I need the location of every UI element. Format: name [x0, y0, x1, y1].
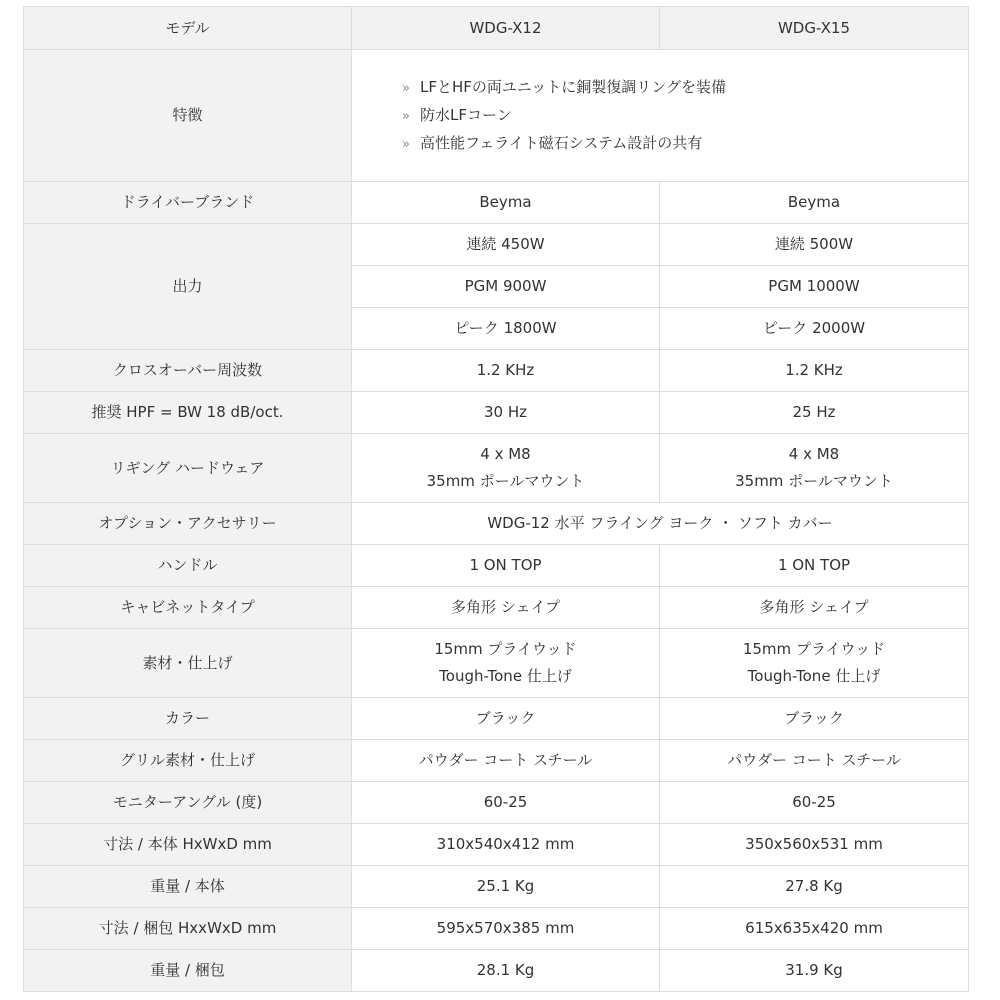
grille-b: パウダー コート スチール: [660, 740, 969, 782]
table-row: [24, 782, 969, 824]
row-label-material: 素材・仕上げ: [24, 629, 352, 698]
rigging-b-line2: 35mm ポールマウント: [735, 472, 893, 490]
row-label-dims-pack: 寸法 / 梱包 HxxWxD mm: [24, 908, 352, 950]
chevron-double-right-icon: »: [402, 136, 410, 152]
power-pgm-a: PGM 900W: [352, 266, 660, 308]
feature-text: 高性能フェライト磁石システム設計の共有: [420, 133, 703, 152]
crossover-a: 1.2 KHz: [352, 350, 660, 392]
table-row: [24, 224, 969, 266]
header-model-a: WDG-X12: [352, 7, 660, 50]
table-row: [24, 350, 969, 392]
weight-body-a: 25.1 Kg: [352, 866, 660, 908]
monitor-a: 60-25: [352, 782, 660, 824]
material-a-line2: Tough-Tone 仕上げ: [439, 667, 572, 685]
rigging-a: [352, 434, 660, 503]
material-b-line1: 15mm プライウッド: [742, 640, 886, 658]
row-label-color: カラー: [24, 698, 352, 740]
feature-text: 防水LFコーン: [420, 105, 512, 124]
row-label-weight-body: 重量 / 本体: [24, 866, 352, 908]
row-label-monitor: モニターアングル (度): [24, 782, 352, 824]
chevron-double-right-icon: »: [402, 108, 410, 124]
power-continuous-b: 連続 500W: [660, 224, 969, 266]
row-label-driver: ドライバーブランド: [24, 182, 352, 224]
dims-pack-a: 595x570x385 mm: [352, 908, 660, 950]
power-peak-b: ピーク 2000W: [660, 308, 969, 350]
spec-table: [23, 6, 969, 992]
row-label-rigging: リギング ハードウェア: [24, 434, 352, 503]
header-label: モデル: [24, 7, 352, 50]
power-pgm-b: PGM 1000W: [660, 266, 969, 308]
features-list: [358, 74, 962, 158]
weight-body-b: 27.8 Kg: [660, 866, 969, 908]
driver-a: Beyma: [352, 182, 660, 224]
header-model-b: WDG-X15: [660, 7, 969, 50]
cabinet-a: 多角形 シェイプ: [352, 587, 660, 629]
row-label-dims-body: 寸法 / 本体 HxWxD mm: [24, 824, 352, 866]
handle-b: 1 ON TOP: [660, 545, 969, 587]
row-label-hpf: 推奨 HPF = BW 18 dB/oct.: [24, 392, 352, 434]
row-label-grille: グリル素材・仕上げ: [24, 740, 352, 782]
feature-text: LFとHFの両ユニットに銅製復調リングを装備: [420, 77, 726, 96]
color-b: ブラック: [660, 698, 969, 740]
list-item: [402, 102, 962, 130]
dims-body-b: 350x560x531 mm: [660, 824, 969, 866]
chevron-double-right-icon: »: [402, 80, 410, 96]
features-cell: [352, 50, 969, 182]
crossover-b: 1.2 KHz: [660, 350, 969, 392]
material-b-line2: Tough-Tone 仕上げ: [747, 667, 881, 685]
cabinet-b: 多角形 シェイプ: [660, 587, 969, 629]
table-row: [24, 698, 969, 740]
table-row: [24, 182, 969, 224]
list-item: [402, 130, 962, 158]
table-row: [24, 866, 969, 908]
table-row: [24, 908, 969, 950]
features-label: 特徴: [24, 50, 352, 182]
features-row: [24, 50, 969, 182]
row-label-cabinet: キャビネットタイプ: [24, 587, 352, 629]
weight-pack-a: 28.1 Kg: [352, 950, 660, 992]
row-label-weight-pack: 重量 / 梱包: [24, 950, 352, 992]
row-label-handle: ハンドル: [24, 545, 352, 587]
rigging-b-line1: 4 x M8: [788, 445, 840, 463]
hpf-a: 30 Hz: [352, 392, 660, 434]
grille-a: パウダー コート スチール: [352, 740, 660, 782]
hpf-b: 25 Hz: [660, 392, 969, 434]
driver-b: Beyma: [660, 182, 969, 224]
spec-table-container: [23, 6, 968, 992]
material-a-line1: 15mm プライウッド: [434, 640, 577, 658]
header-row: [24, 7, 969, 50]
dims-body-a: 310x540x412 mm: [352, 824, 660, 866]
row-label-options: オプション・アクセサリー: [24, 503, 352, 545]
row-label-crossover: クロスオーバー周波数: [24, 350, 352, 392]
monitor-b: 60-25: [660, 782, 969, 824]
rigging-a-line2: 35mm ポールマウント: [426, 472, 585, 490]
table-row: [24, 587, 969, 629]
row-label-power: 出力: [24, 224, 352, 350]
table-row: [24, 545, 969, 587]
table-row: [24, 824, 969, 866]
options-value: WDG-12 水平 フライング ヨーク ・ ソフト カバー: [352, 503, 969, 545]
list-item: [402, 74, 962, 102]
handle-a: 1 ON TOP: [352, 545, 660, 587]
table-row: [24, 950, 969, 992]
table-row: [24, 434, 969, 503]
material-b: [660, 629, 969, 698]
table-row: [24, 392, 969, 434]
table-row: [24, 740, 969, 782]
table-row: [24, 503, 969, 545]
power-continuous-a: 連続 450W: [352, 224, 660, 266]
rigging-a-line1: 4 x M8: [480, 445, 531, 463]
table-row: [24, 629, 969, 698]
power-peak-a: ピーク 1800W: [352, 308, 660, 350]
weight-pack-b: 31.9 Kg: [660, 950, 969, 992]
color-a: ブラック: [352, 698, 660, 740]
rigging-b: [660, 434, 969, 503]
material-a: [352, 629, 660, 698]
dims-pack-b: 615x635x420 mm: [660, 908, 969, 950]
